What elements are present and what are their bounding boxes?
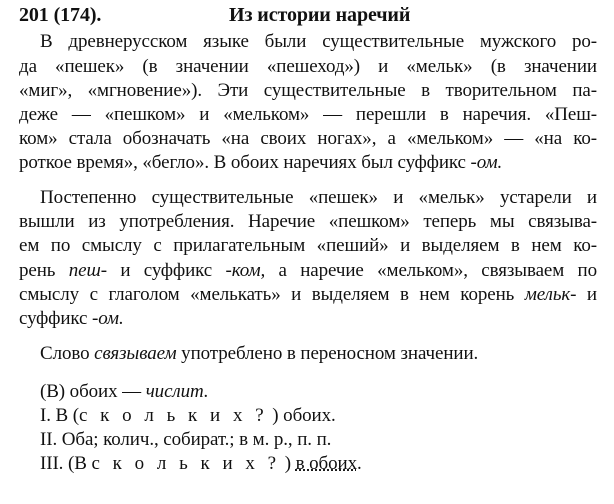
text-span: ) xyxy=(280,453,296,474)
paragraph2-line: вышли из употребления. Наречие «пешком» теперь мы связыва- xyxy=(19,211,597,232)
text-span: III. (В xyxy=(40,453,92,474)
text-span: и суффикс xyxy=(106,260,226,281)
root-italic: пеш- xyxy=(68,260,107,281)
text-span: рень xyxy=(19,260,69,281)
paragraph2-line: Постепенно существительные «пешек» и «мельк» устарели и xyxy=(40,187,597,208)
analysis-line xyxy=(40,404,614,428)
word-italic: связываем xyxy=(94,343,177,364)
suffix-italic: -ом. xyxy=(470,152,503,173)
part-of-speech-italic: числит. xyxy=(145,381,209,402)
text-span: (В) обоих — xyxy=(40,381,146,402)
text-span: а наречие «мельком», связываем по xyxy=(265,260,597,281)
sentence-line xyxy=(40,342,614,366)
analysis-line xyxy=(40,452,614,476)
paragraph1-line: «миг», «мгновение»). Эти существительные в творительном па- xyxy=(19,80,597,101)
suffix-italic: -ом. xyxy=(92,308,124,329)
suffix-italic: -ком, xyxy=(225,260,266,281)
exercise-number: 201 (174). xyxy=(19,4,102,26)
question-spaced: с к о л ь к и х ? xyxy=(91,453,281,474)
paragraph2-line xyxy=(19,283,597,307)
paragraph1-line: В древнерусском языке были существительные мужского ро- xyxy=(40,31,597,52)
text-span: смыслу с глаголом «мелькать» и выделяем в нем корень xyxy=(19,284,525,305)
exercise-title: Из истории наречий xyxy=(229,4,411,26)
analysis-line xyxy=(40,380,614,404)
text-span: Слово xyxy=(40,343,95,364)
question-spaced: с к о л ь к и х ? xyxy=(78,405,268,426)
underlined-phrase: в обоих xyxy=(295,453,357,474)
text-span: и xyxy=(576,284,597,305)
paragraph1-last-line xyxy=(19,151,597,175)
text-span: роткое время», «бегло». В обоих наречиях был суффикс xyxy=(19,152,471,173)
paragraph2-last-line xyxy=(19,307,597,331)
text-span: . xyxy=(356,453,362,474)
text-span: употреблено в переносном значении. xyxy=(176,343,479,364)
paragraph1-line: да «пешек» (в значении «пешеход») и «мельк» (в значении xyxy=(19,56,597,77)
analysis-line: II. Оба; колич., собират.; в м. р., п. п. xyxy=(40,429,332,450)
paragraph1-line: деже — «пешком» и «мельком» — перешли в наречия. «Пеш- xyxy=(19,104,597,125)
text-span: ) обоих. xyxy=(267,405,336,426)
paragraph2-line: ем по смыслу с прилагательным «пеший» и выделяем в нем ко- xyxy=(19,235,597,256)
paragraph1-line: ком» стала обозначать «на своих ногах», а «мельком» — «на ко- xyxy=(19,128,597,149)
text-span: I. В ( xyxy=(40,405,79,426)
text-span: суффикс xyxy=(19,308,93,329)
paragraph2-line xyxy=(19,259,597,283)
root-italic: мельк- xyxy=(524,284,577,305)
